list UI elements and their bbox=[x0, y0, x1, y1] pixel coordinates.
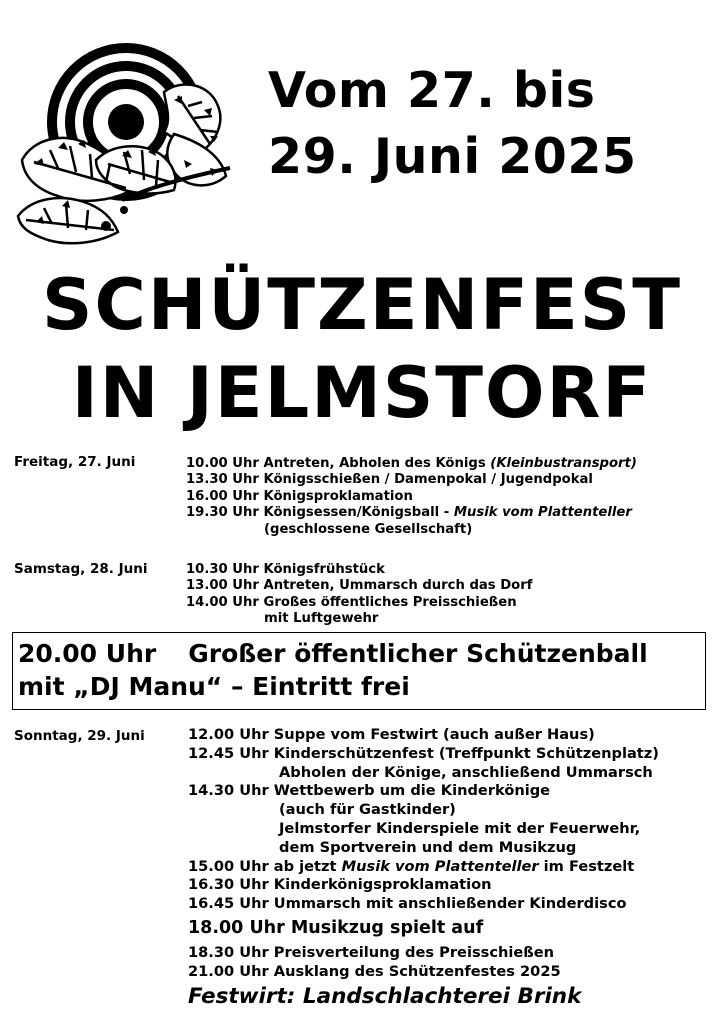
schedule-item: 18.30 Uhr Preisverteilung des Preisschießen bbox=[188, 944, 555, 961]
schedule-item: 14.30 Uhr Wettbewerb um die Kinderkönige bbox=[188, 782, 551, 800]
highlight-line-1: 20.00 Uhr Großer öffentlicher Schützenball bbox=[18, 639, 648, 668]
schedule-item: 16.00 Uhr Königsproklamation bbox=[186, 488, 413, 504]
schedule-item: 19.30 Uhr Königsessen/Königsball - Musik vom Plattenteller bbox=[186, 505, 632, 521]
schedule-item: 16.30 Uhr Kinderkönigsproklamation bbox=[188, 876, 492, 894]
sunday-schedule-part-2 bbox=[188, 944, 561, 982]
title-line-1: SCHÜTZENFEST bbox=[42, 264, 682, 346]
schedule-item-continuation: mit Luftgewehr bbox=[264, 611, 379, 627]
title-line-2: IN JELMSTORF bbox=[71, 352, 653, 434]
day-label-friday: Freitag, 27. Juni bbox=[14, 454, 136, 470]
schedule-item-highlight: 18.00 Uhr Musikzug spielt auf bbox=[188, 918, 484, 938]
schedule-item-continuation: (auch für Gastkinder) bbox=[279, 801, 456, 819]
schedule-item: 21.00 Uhr Ausklang des Schützenfestes 2025 bbox=[188, 962, 561, 980]
schedule-item: 13.30 Uhr Königsschießen / Damenpokal / Jugendpokal bbox=[186, 472, 593, 488]
host-caterer-footer: Festwirt: Landschlachterei Brink bbox=[188, 984, 582, 1009]
event-dates-heading bbox=[268, 58, 637, 190]
schedule-item: 13.00 Uhr Antreten, Ummarsch durch das Dorf bbox=[186, 578, 533, 594]
target-oak-leaves-logo bbox=[14, 40, 236, 250]
schedule-item-continuation: Abholen der Könige, anschließend Ummarsch bbox=[279, 763, 653, 781]
schedule-item: 14.00 Uhr Großes öffentliches Preisschießen bbox=[186, 594, 517, 610]
schedule-item-continuation: (geschlossene Gesellschaft) bbox=[264, 521, 473, 537]
sunday-schedule-part-1 bbox=[188, 726, 659, 914]
day-label-sunday: Sonntag, 29. Juni bbox=[14, 728, 145, 744]
schedule-item: 12.00 Uhr Suppe vom Festwirt (auch außer Haus) bbox=[188, 726, 595, 743]
highlight-box bbox=[12, 632, 706, 710]
schedule-item: 10.00 Uhr Antreten, Abholen des Königs (Kleinbustransport) bbox=[186, 456, 637, 471]
friday-schedule bbox=[186, 456, 637, 538]
schedule-item-continuation: Jelmstorfer Kinderspiele mit der Feuerwehr, bbox=[279, 819, 641, 837]
schedule-item-continuation: dem Sportverein und dem Musikzug bbox=[279, 838, 577, 856]
saturday-schedule bbox=[186, 562, 532, 628]
schedule-item: 16.45 Uhr Ummarsch mit anschließender Kinderdisco bbox=[188, 895, 627, 913]
schedule-item: 10.30 Uhr Königsfrühstück bbox=[186, 562, 385, 577]
highlight-line-2: mit „DJ Manu“ – Eintritt frei bbox=[18, 672, 410, 701]
schedule-item: 15.00 Uhr ab jetzt Musik vom Plattenteller im Festzelt bbox=[188, 857, 635, 875]
day-label-saturday: Samstag, 28. Juni bbox=[14, 561, 148, 577]
date-line-1: Vom 27. bis bbox=[268, 62, 596, 119]
schedule-item: 12.45 Uhr Kinderschützenfest (Treffpunkt Schützenplatz) bbox=[188, 744, 659, 762]
date-line-2: 29. Juni 2025 bbox=[268, 128, 637, 185]
